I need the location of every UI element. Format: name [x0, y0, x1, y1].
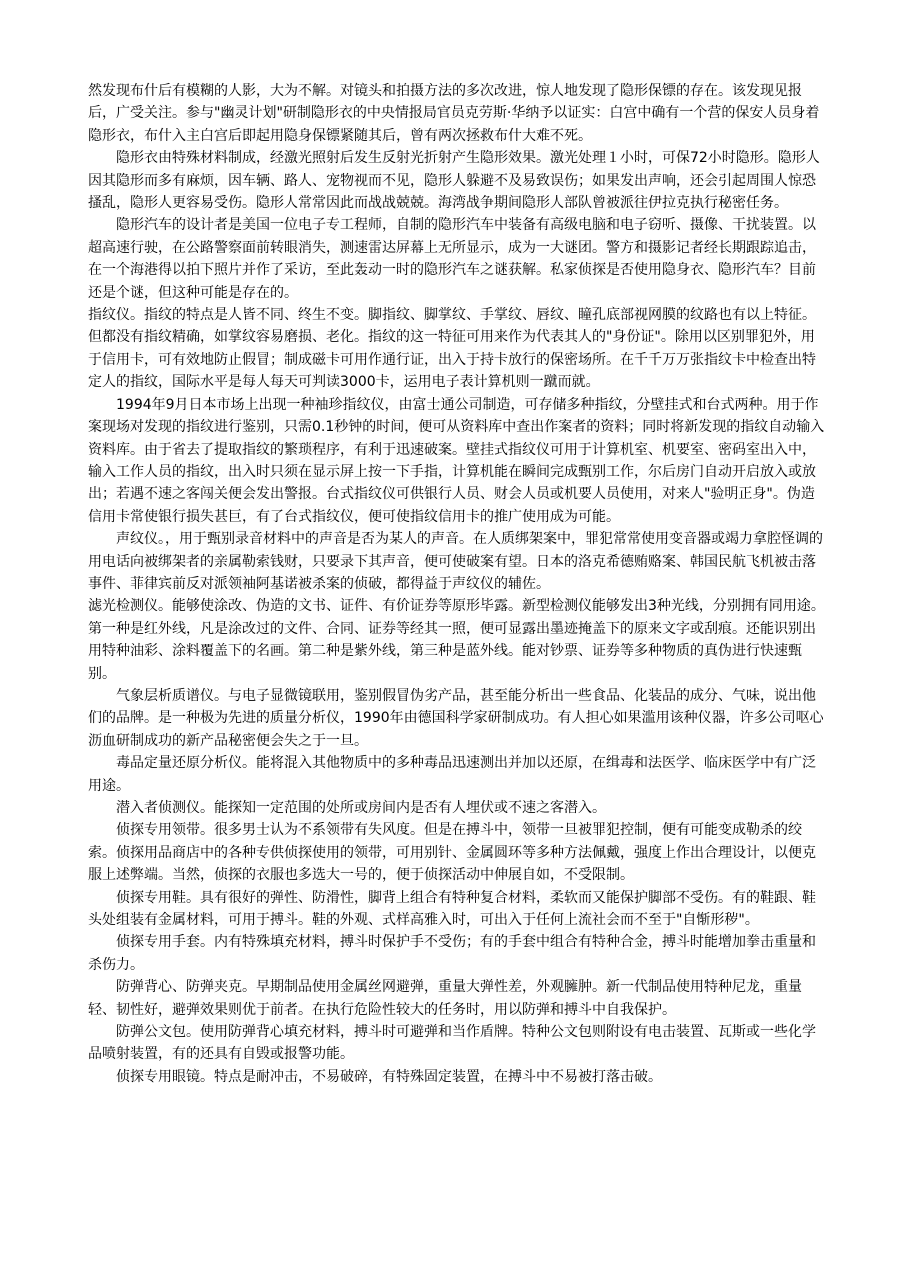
- paragraph-invisibility-cloak: 隐形衣由特殊材料制成，经激光照射后发生反射光折射产生隐形效果。激光处理１小时，可保72小时隐形。隐形人因其隐形而多有麻烦，因车辆、路人、宠物视而不见，隐形人躲避不及易致误伤；如果发出声响，还会引起周围人惊恐搔乱，隐形人更容易受伤。隐形人常常因此而战战兢兢。海湾战争期间隐形人部队曾被派往伊拉克执行秘密任务。: [88, 150, 820, 212]
- paragraph-detective-gloves: 侦探专用手套。内有特殊填充材料，搏斗时保护手不受伤；有的手套中组合有特种合金，搏斗时能增加拳击重量和杀伤力。: [88, 934, 816, 973]
- paragraph-intruder-detector: 潜入者侦测仪。能探知一定范围的处所或房间内是否有人埋伏或不速之客潜入。: [116, 800, 606, 816]
- paragraph-detective-tie: 侦探专用领带。很多男士认为不系领带有失风度。但是在搏斗中，领带一旦被罪犯控制，便有可能变成勒杀的绞索。侦探用品商店中的各种专供侦探使用的领带，可用别针、金属圆环等多种方法佩戴，强度上作出合理设计，以便克服上述弊端。当然，侦探的衣服也多选大一号的，便于侦探活动中伸展自如，不受限制。: [88, 822, 816, 884]
- paragraph-pocket-fingerprint-device: 1994年9月日本市场上出现一种袖珍指纹仪，由富士通公司制造，可存储多种指纹，分壁挂式和台式两种。用于作案现场对发现的指纹进行鉴别，只需0.1秒钟的时间，便可从资料库中查出作案者的资料；同时将新发现的指纹自动输入资料库。由于省去了提取指纹的繁琐程序，有利于迅速破案。壁挂式指纹仪可用于计算机室、机要室、密码室出入中，输入工作人员的指纹，出入时只须在显示屏上按一下手指，计算机能在瞬间完成甄别工作，尔后房门自动开启放入或放出；若遇不速之客闯关便会发出警报。台式指纹仪可供银行人员、财会人员或机要人员使用，对来人"验明正身"。伪造信用卡常使银行损失甚巨，有了台式指纹仪，便可使指纹信用卡的推广使用成为可能。: [88, 396, 825, 525]
- paragraph-mass-spectrometer: 气象层析质谱仪。与电子显微镜联用，鉴别假冒伪劣产品，甚至能分析出一些食品、化装品的成分、气味，说出他们的品牌。是一种极为先进的质量分析仪，1990年由德国科学家研制成功。有人担心如果滥用该种仪器，许多公司呕心沥血研制成功的新产品秘密便会失之于一旦。: [88, 687, 824, 749]
- paragraph-bulletproof-briefcase: 防弹公文包。使用防弹背心填充材料，搏斗时可避弹和当作盾牌。特种公文包则附设有电击装置、瓦斯或一些化学品喷射装置，有的还具有自毁或报警功能。: [88, 1024, 816, 1063]
- paragraph-invisible-car: 隐形汽车的设计者是美国一位电子专工程师，自制的隐形汽车中装备有高级电脑和电子窃听、摄像、干扰装置。以超高速行驶，在公路警察面前转眼消失，测速雷达屏幕上无所显示，成为一大谜团。警方和摄影记者经长期跟踪追击，在一个海港得以拍下照片并作了采访，至此轰动一时的隐形汽车之谜获解。私家侦探是否使用隐身衣、隐形汽车？目前还是个谜，但这种可能是存在的。: [88, 217, 816, 301]
- document-page: [88, 80, 828, 1088]
- paragraph-filter-detector: 滤光检测仪。能够使涂改、伪造的文书、证件、有价证券等原形毕露。新型检测仪能够发出3种光线，分别拥有同用途。第一种是红外线，凡是涂改过的文件、合同、证券等经其一照，便可显露出墨迹掩盖下的原来文字或刮痕。还能识别出用特种油彩、涂料覆盖下的名画。第二种是紫外线，第三种是蓝外线。能对钞票、证券等多种物质的真伪进行快速甄别。: [88, 598, 825, 682]
- paragraph-detective-glasses: 侦探专用眼镜。特点是耐冲击，不易破碎，有特殊固定装置，在搏斗中不易被打落击破。: [116, 1068, 662, 1085]
- paragraph-bulletproof-vest: 防弹背心、防弹夹克。早期制品使用金属丝网避弹，重量大弹性差，外观臃肿。新一代制品使用特种尼龙，重量轻、韧性好，避弹效果则优于前者。在执行危险性较大的任务时，用以防弹和搏斗中自我保护。: [88, 979, 802, 1018]
- paragraph-voiceprint-device: 声纹仪。，用于甄别录音材料中的声音是否为某人的声音。在人质绑架案中，罪犯常常使用变音器或竭力拿腔怪调的用电话向被绑架者的亲属勒索钱财，只要录下其声音，便可使破案有望。日本的洛克希德贿赂案、韩国民航飞机被击落事件、菲律宾前反对派领袖阿基诺被杀案的侦破，都得益于声纹仪的辅佐。: [88, 531, 823, 592]
- paragraph-drug-analyzer: 毒品定量还原分析仪。能将混入其他物质中的多种毒品迅速测出并加以还原，在缉毒和法医学、临床医学中有广泛用途。: [88, 755, 816, 794]
- paragraph-detective-shoes: 侦探专用鞋。具有很好的弹性、防滑性，脚背上组合有特种复合材料，柔软而又能保护脚部不受伤。有的鞋跟、鞋头处组装有金属材料，可用于搏斗。鞋的外观、式样高雅入时，可出入于任何上流社会而不至于"自惭形秽"。: [88, 889, 816, 929]
- paragraph-fingerprint-device: 指纹仪。指纹的特点是人皆不同、终生不变。脚指纹、脚掌纹、手掌纹、唇纹、瞳孔底部视网膜的纹路也有以上特征。但都没有指纹精确，如掌纹容易磨损、老化。指纹的这一特征可用来作为代表其人的"身份证"。除用以区别罪犯外，用于信用卡，可有效地防止假冒；制成磁卡可用作通行证，出入于持卡放行的保密场所。在千千万万张指纹卡中检查出特定人的指纹，国际水平是每人每天可判读3000卡，运用电子表计算机则一蹴而就。: [88, 307, 816, 391]
- paragraph-invisibility-bodyguard: 然发现布什后有模糊的人影，大为不解。对镜头和拍摄方法的多次改进，惊人地发现了隐形保镖的存在。该发现见报后，广受关注。参与"幽灵计划"研制隐形衣的中央情报局官员克劳斯·华纳予以证实：白宫中确有一个营的保安人员身着隐形衣，布什入主白宫后即起用隐身保镖紧随其后，曾有两次拯救布什大难不死。: [88, 83, 820, 144]
